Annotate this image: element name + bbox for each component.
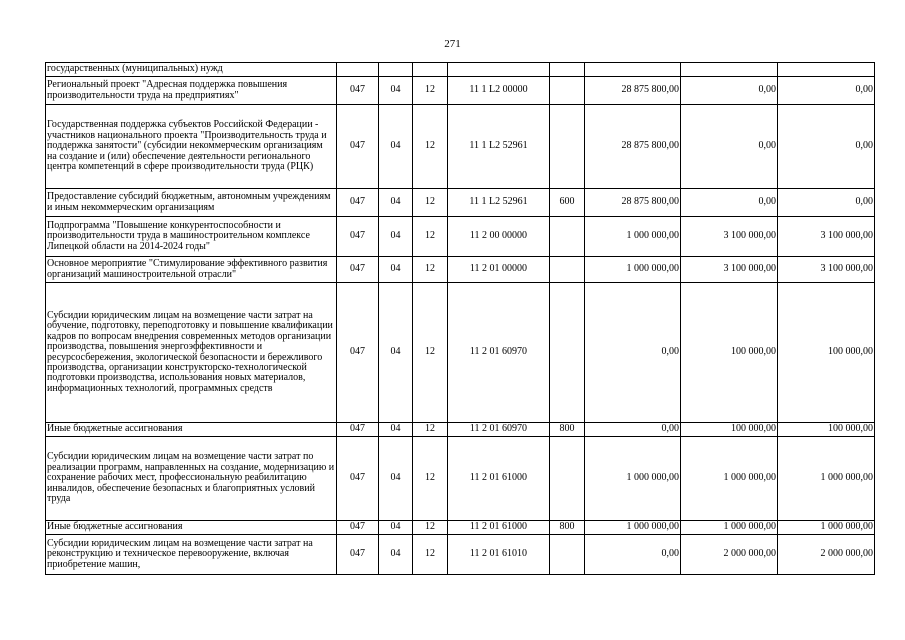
target-article-code: 11 2 01 61010	[448, 535, 550, 575]
subsection-code: 12	[413, 437, 448, 521]
budget-table	[45, 62, 875, 575]
amount-year-2: 2 000 000,00	[681, 535, 778, 575]
section-code: 04	[379, 535, 413, 575]
section-code: 04	[379, 423, 413, 437]
subsection-code: 12	[413, 105, 448, 189]
amount-year-1	[585, 63, 681, 77]
section-code	[379, 63, 413, 77]
expense-type-code: 800	[550, 521, 585, 535]
amount-year-1: 1 000 000,00	[585, 437, 681, 521]
amount-year-3: 0,00	[778, 77, 875, 105]
row-name: Субсидии юридическим лицам на возмещение части затрат на обучение, подготовку, переподготовку и повышение квалификации кадров по вопросам внедрения современных методов организации производства, повышения энергоэффективности и ресурсосбережения, экологической безопасности и бережливого производства, организации конструкторско-технологической подготовки производства, использования новых материалов, информационных технологий, программных средств	[46, 283, 337, 423]
row-name: Подпрограмма "Повышение конкурентоспособности и производительности труда в машиностроительном комплексе Липецкой области на 2014-2024 годы"	[46, 217, 337, 257]
subsection-code: 12	[413, 423, 448, 437]
amount-year-2: 1 000 000,00	[681, 521, 778, 535]
table-row	[46, 189, 875, 217]
row-name: Основное мероприятие "Стимулирование эффективного развития организаций машиностроительной отрасли"	[46, 257, 337, 283]
target-article-code: 11 2 01 60970	[448, 283, 550, 423]
amount-year-2: 0,00	[681, 105, 778, 189]
target-article-code: 11 2 01 60970	[448, 423, 550, 437]
amount-year-2: 0,00	[681, 77, 778, 105]
row-name: Иные бюджетные ассигнования	[46, 521, 337, 535]
expense-type-code	[550, 283, 585, 423]
row-name: Региональный проект "Адресная поддержка повышения производительности труда на предприятиях"	[46, 77, 337, 105]
subsection-code: 12	[413, 257, 448, 283]
subsection-code: 12	[413, 283, 448, 423]
amount-year-1: 28 875 800,00	[585, 105, 681, 189]
section-code: 04	[379, 189, 413, 217]
ved-code: 047	[337, 105, 379, 189]
expense-type-code	[550, 437, 585, 521]
amount-year-2: 3 100 000,00	[681, 257, 778, 283]
expense-type-code	[550, 63, 585, 77]
row-name: Предоставление субсидий бюджетным, автономным учреждениям и иным некоммерческим организациям	[46, 189, 337, 217]
amount-year-1: 0,00	[585, 283, 681, 423]
row-name: Государственная поддержка субъектов Российской Федерации - участников национального проекта "Производительность труда и поддержка занятости" (субсидии некоммерческим организациям на создание и (или) обеспечение деятельности регионального центра компетенций в сфере производительности труда (РЦК)	[46, 105, 337, 189]
table-row	[46, 521, 875, 535]
table-row	[46, 423, 875, 437]
amount-year-1: 0,00	[585, 423, 681, 437]
amount-year-3: 3 100 000,00	[778, 257, 875, 283]
amount-year-3	[778, 63, 875, 77]
row-name: Субсидии юридическим лицам на возмещение части затрат по реализации программ, направленных на создание, модернизацию и сохранение рабочих мест, профессиональную реабилитацию инвалидов, обеспечение безопасных и благоприятных условий труда	[46, 437, 337, 521]
ved-code: 047	[337, 257, 379, 283]
table-row	[46, 105, 875, 189]
section-code: 04	[379, 105, 413, 189]
subsection-code: 12	[413, 217, 448, 257]
row-name: Субсидии юридическим лицам на возмещение части затрат на реконструкцию и техническое перевооружение, включая приобретение машин,	[46, 535, 337, 575]
amount-year-3: 0,00	[778, 105, 875, 189]
amount-year-1: 1 000 000,00	[585, 217, 681, 257]
ved-code	[337, 63, 379, 77]
amount-year-2: 1 000 000,00	[681, 437, 778, 521]
amount-year-2	[681, 63, 778, 77]
ved-code: 047	[337, 423, 379, 437]
expense-type-code: 800	[550, 423, 585, 437]
amount-year-2: 100 000,00	[681, 423, 778, 437]
section-code: 04	[379, 77, 413, 105]
subsection-code: 12	[413, 77, 448, 105]
amount-year-2: 0,00	[681, 189, 778, 217]
table-row	[46, 283, 875, 423]
table-row	[46, 535, 875, 575]
ved-code: 047	[337, 283, 379, 423]
section-code: 04	[379, 437, 413, 521]
table-row	[46, 437, 875, 521]
section-code: 04	[379, 283, 413, 423]
table-row	[46, 257, 875, 283]
ved-code: 047	[337, 521, 379, 535]
target-article-code: 11 2 00 00000	[448, 217, 550, 257]
target-article-code: 11 1 L2 00000	[448, 77, 550, 105]
subsection-code: 12	[413, 521, 448, 535]
target-article-code: 11 2 01 00000	[448, 257, 550, 283]
amount-year-3: 100 000,00	[778, 423, 875, 437]
amount-year-3: 0,00	[778, 189, 875, 217]
amount-year-1: 1 000 000,00	[585, 521, 681, 535]
amount-year-1: 28 875 800,00	[585, 77, 681, 105]
ved-code: 047	[337, 217, 379, 257]
expense-type-code	[550, 217, 585, 257]
row-name: Иные бюджетные ассигнования	[46, 423, 337, 437]
target-article-code	[448, 63, 550, 77]
target-article-code: 11 1 L2 52961	[448, 189, 550, 217]
subsection-code: 12	[413, 189, 448, 217]
target-article-code: 11 2 01 61000	[448, 521, 550, 535]
amount-year-1: 0,00	[585, 535, 681, 575]
table-row	[46, 63, 875, 77]
ved-code: 047	[337, 535, 379, 575]
ved-code: 047	[337, 437, 379, 521]
target-article-code: 11 1 L2 52961	[448, 105, 550, 189]
amount-year-1: 1 000 000,00	[585, 257, 681, 283]
expense-type-code	[550, 105, 585, 189]
section-code: 04	[379, 257, 413, 283]
amount-year-2: 100 000,00	[681, 283, 778, 423]
row-name: государственных (муниципальных) нужд	[46, 63, 337, 77]
expense-type-code	[550, 535, 585, 575]
amount-year-2: 3 100 000,00	[681, 217, 778, 257]
amount-year-3: 1 000 000,00	[778, 521, 875, 535]
amount-year-3: 100 000,00	[778, 283, 875, 423]
amount-year-3: 2 000 000,00	[778, 535, 875, 575]
target-article-code: 11 2 01 61000	[448, 437, 550, 521]
page-number: 271	[444, 38, 461, 50]
table-row	[46, 217, 875, 257]
table-row	[46, 77, 875, 105]
expense-type-code	[550, 77, 585, 105]
expense-type-code	[550, 257, 585, 283]
ved-code: 047	[337, 77, 379, 105]
amount-year-1: 28 875 800,00	[585, 189, 681, 217]
section-code: 04	[379, 217, 413, 257]
amount-year-3: 1 000 000,00	[778, 437, 875, 521]
subsection-code: 12	[413, 535, 448, 575]
ved-code: 047	[337, 189, 379, 217]
expense-type-code: 600	[550, 189, 585, 217]
amount-year-3: 3 100 000,00	[778, 217, 875, 257]
section-code: 04	[379, 521, 413, 535]
subsection-code	[413, 63, 448, 77]
